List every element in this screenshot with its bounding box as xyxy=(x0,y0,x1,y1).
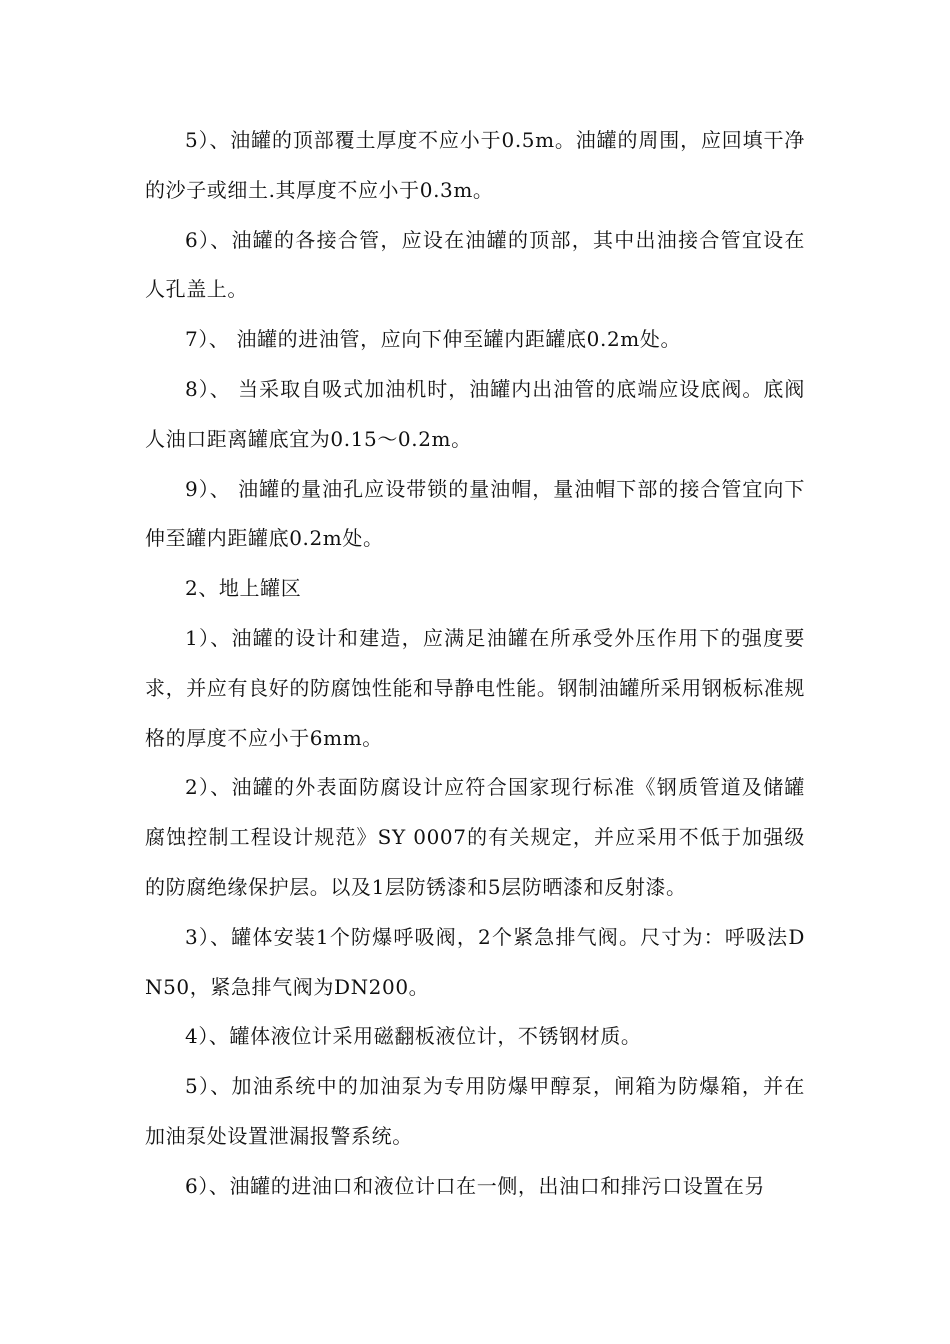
paragraph-bottom-valve: 8）、 当采取自吸式加油机时，油罐内出油管的底端应设底阀。底阀人油口距离罐底宜为0.15～0.2m。 xyxy=(145,376,805,451)
section-heading-aboveground-tanks: 2、地上罐区 xyxy=(185,576,302,601)
paragraph-anticorrosion: 2）、油罐的外表面防腐设计应符合国家现行标准《钢质管道及储罐腐蚀控制工程设计规范》SY 0007的有关规定，并应采用不低于加强级的防腐绝缘保护层。以及1层防锈漆和5层防晒漆和反射漆。 xyxy=(145,775,805,899)
paragraph-tank-cover-soil: 5）、油罐的顶部覆土厚度不应小于0.5m。油罐的周围，应回填干净的沙子或细土.其厚度不应小于0.3m。 xyxy=(145,128,805,202)
paragraph-level-gauge: 4）、罐体液位计采用磁翻板液位计，不锈钢材质。 xyxy=(185,1024,642,1049)
document-body xyxy=(145,116,805,1212)
paragraph-inlet-outlet-layout: 6）、油罐的进油口和液位计口在一侧，出油口和排污口设置在另 xyxy=(185,1173,766,1198)
paragraph-gauge-hole: 9）、 油罐的量油孔应设带锁的量油帽，量油帽下部的接合管宜向下伸至罐内距罐底0.2m处。 xyxy=(145,476,805,551)
paragraph-valves: 3）、罐体安装1个防爆呼吸阀，2个紧急排气阀。尺寸为：呼吸法DN50，紧急排气阀为DN200。 xyxy=(145,924,805,999)
paragraph-tank-fittings: 6）、油罐的各接合管，应设在油罐的顶部，其中出油接合管宜设在人孔盖上。 xyxy=(145,227,805,302)
paragraph-tank-design: 1）、油罐的设计和建造，应满足油罐在所承受外压作用下的强度要求，并应有良好的防腐蚀性能和导静电性能。钢制油罐所采用钢板标准规格的厚度不应小于6mm。 xyxy=(145,625,805,750)
paragraph-pump-system: 5）、加油系统中的加油泵为专用防爆甲醇泵，闸箱为防爆箱，并在加油泵处设置泄漏报警系统。 xyxy=(145,1074,805,1148)
paragraph-inlet-pipe: 7）、 油罐的进油管，应向下伸至罐内距罐底0.2m处。 xyxy=(185,327,682,352)
